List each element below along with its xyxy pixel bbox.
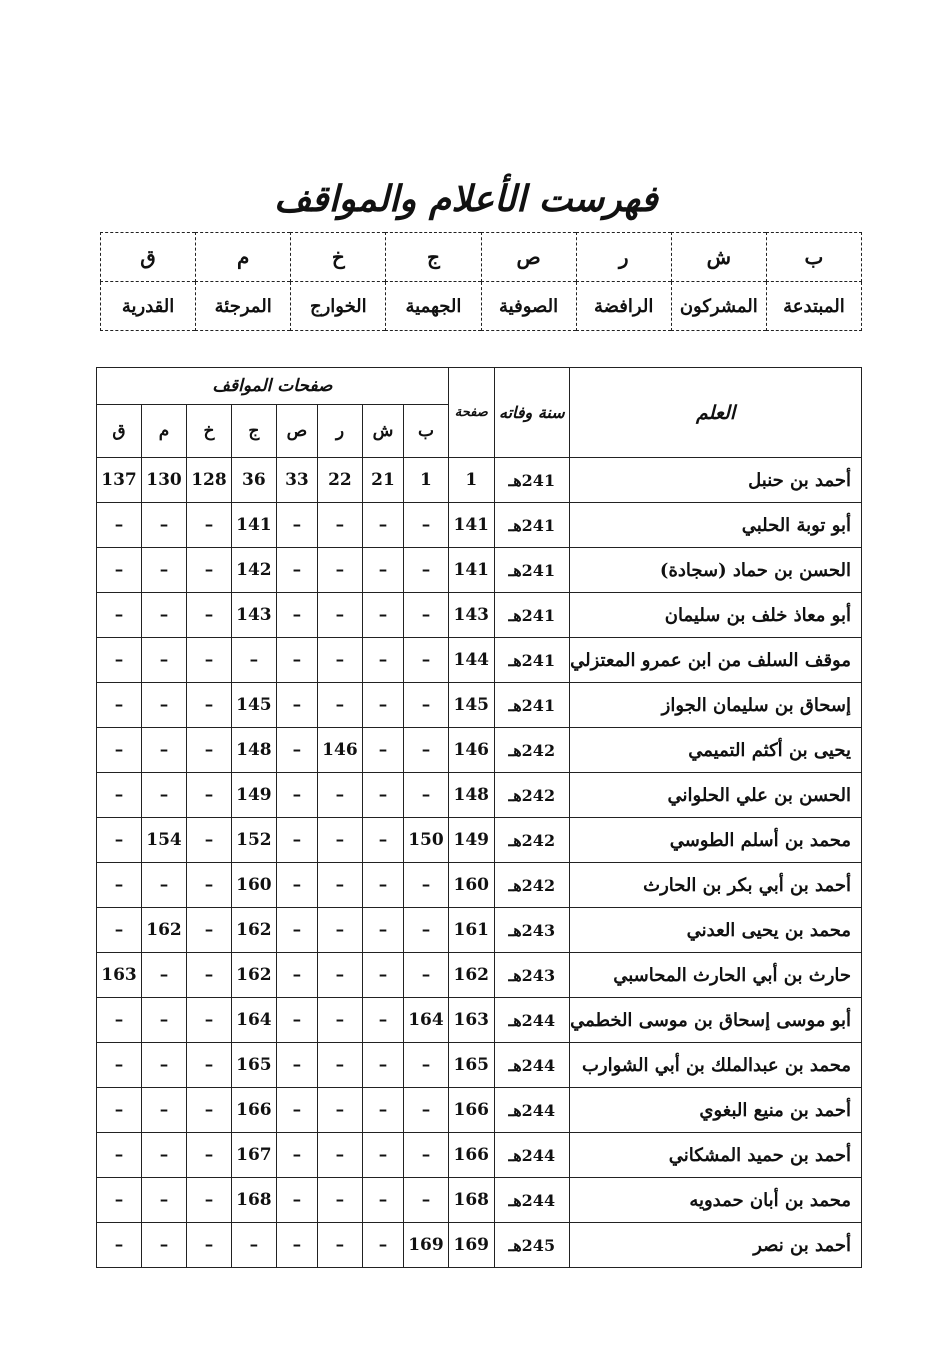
person-name: محمد بن أبان حمدويه [570, 1178, 862, 1223]
table-row [97, 1133, 862, 1178]
header-sub: ص [276, 405, 317, 458]
header-sub: خ [186, 405, 231, 458]
header-sub: ر [317, 405, 362, 458]
table-row [97, 953, 862, 998]
position-page-cell: – [317, 1178, 362, 1223]
position-page-cell: 145 [231, 683, 276, 728]
death-year: 241هـ [494, 458, 570, 503]
position-page-cell: – [186, 773, 231, 818]
position-page-cell: – [276, 593, 317, 638]
person-name: محمد بن أسلم الطوسي [570, 818, 862, 863]
table-row [97, 548, 862, 593]
position-page-cell: 146 [317, 728, 362, 773]
position-page-cell: – [362, 863, 403, 908]
position-page-cell: – [362, 1043, 403, 1088]
position-page-cell: – [276, 1178, 317, 1223]
position-page-cell: – [276, 998, 317, 1043]
table-row [97, 1043, 862, 1088]
page-number: 145 [448, 683, 494, 728]
position-page-cell: – [404, 908, 449, 953]
position-page-cell: – [142, 548, 187, 593]
position-page-cell: – [142, 593, 187, 638]
legend-key: ر [576, 233, 671, 282]
position-page-cell: 162 [142, 908, 187, 953]
position-page-cell: – [276, 1088, 317, 1133]
header-name: العلم [570, 368, 862, 458]
legend-name: الصوفية [481, 282, 576, 331]
abbreviation-legend [100, 232, 862, 331]
person-name: يحيى بن أكثم التميمي [570, 728, 862, 773]
position-page-cell: – [97, 1223, 142, 1268]
position-page-cell: – [362, 1178, 403, 1223]
person-name: الحسن بن حماد (سجادة) [570, 548, 862, 593]
position-page-cell: – [142, 1088, 187, 1133]
position-page-cell: – [317, 683, 362, 728]
position-page-cell: 166 [231, 1088, 276, 1133]
position-page-cell: – [362, 818, 403, 863]
position-page-cell: 143 [231, 593, 276, 638]
position-page-cell: – [97, 908, 142, 953]
position-page-cell: – [404, 1133, 449, 1178]
legend-name: الرافضة [576, 282, 671, 331]
legend-key: ج [386, 233, 481, 282]
position-page-cell: 22 [317, 458, 362, 503]
header-sub: ب [404, 405, 449, 458]
position-page-cell: 36 [231, 458, 276, 503]
position-page-cell: – [404, 1178, 449, 1223]
legend-key: ص [481, 233, 576, 282]
death-year: 242هـ [494, 863, 570, 908]
position-page-cell: – [142, 638, 187, 683]
page-number: 141 [448, 503, 494, 548]
page-number: 146 [448, 728, 494, 773]
header-positions-group: صفحات المواقف [97, 368, 449, 405]
position-page-cell: – [362, 1088, 403, 1133]
page-title: فهرست الأعلام والمواقف [274, 178, 658, 220]
position-page-cell: 162 [231, 908, 276, 953]
position-page-cell: – [97, 1043, 142, 1088]
position-page-cell: – [186, 683, 231, 728]
position-page-cell: – [404, 1088, 449, 1133]
position-page-cell: – [97, 503, 142, 548]
death-year: 241هـ [494, 593, 570, 638]
position-page-cell: – [276, 773, 317, 818]
table-body [97, 458, 862, 1268]
header-sub: ج [231, 405, 276, 458]
page-number: 141 [448, 548, 494, 593]
position-page-cell: – [362, 638, 403, 683]
legend-name: الخوارج [291, 282, 386, 331]
position-page-cell: 149 [231, 773, 276, 818]
page-number: 163 [448, 998, 494, 1043]
page-number: 166 [448, 1133, 494, 1178]
position-page-cell: – [362, 593, 403, 638]
position-page-cell: – [362, 953, 403, 998]
legend-name: المشركون [671, 282, 766, 331]
page-number: 149 [448, 818, 494, 863]
position-page-cell: – [276, 953, 317, 998]
death-year: 244هـ [494, 1178, 570, 1223]
death-year: 241هـ [494, 548, 570, 593]
table-row [97, 503, 862, 548]
death-year: 241هـ [494, 503, 570, 548]
legend-key: ق [101, 233, 196, 282]
position-page-cell: – [404, 728, 449, 773]
position-page-cell: – [362, 728, 403, 773]
person-name: أحمد بن حميد المشكاني [570, 1133, 862, 1178]
person-name: محمد بن عبدالملك بن أبي الشوارب [570, 1043, 862, 1088]
position-page-cell: – [317, 503, 362, 548]
position-page-cell: – [186, 638, 231, 683]
death-year: 244هـ [494, 1133, 570, 1178]
header-row-top [97, 368, 862, 405]
position-page-cell: – [186, 1088, 231, 1133]
position-page-cell: – [186, 503, 231, 548]
position-page-cell: – [231, 1223, 276, 1268]
death-year: 242هـ [494, 773, 570, 818]
position-page-cell: – [142, 1178, 187, 1223]
person-name: الحسن بن علي الحلواني [570, 773, 862, 818]
position-page-cell: – [317, 998, 362, 1043]
position-page-cell: – [97, 593, 142, 638]
table-row [97, 1223, 862, 1268]
person-name: إسحاق بن سليمان الجواز [570, 683, 862, 728]
person-name: أحمد بن منيع البغوي [570, 1088, 862, 1133]
table-row [97, 773, 862, 818]
position-page-cell: – [276, 548, 317, 593]
position-page-cell: – [276, 683, 317, 728]
position-page-cell: 21 [362, 458, 403, 503]
position-page-cell: – [142, 683, 187, 728]
position-page-cell: 162 [231, 953, 276, 998]
legend-key: خ [291, 233, 386, 282]
position-page-cell: – [317, 1223, 362, 1268]
position-page-cell: – [186, 1178, 231, 1223]
position-page-cell: – [276, 638, 317, 683]
table-row [97, 1088, 862, 1133]
position-page-cell: – [362, 1133, 403, 1178]
position-page-cell: 167 [231, 1133, 276, 1178]
position-page-cell: – [362, 998, 403, 1043]
header-year: سنة وفاته [494, 368, 570, 458]
position-page-cell: – [317, 818, 362, 863]
legend-key: ش [671, 233, 766, 282]
position-page-cell: – [404, 953, 449, 998]
position-page-cell: – [317, 773, 362, 818]
person-name: أحمد بن أبي بكر بن الحارث [570, 863, 862, 908]
position-page-cell: – [186, 593, 231, 638]
position-page-cell: 150 [404, 818, 449, 863]
page-number: 168 [448, 1178, 494, 1223]
position-page-cell: – [404, 548, 449, 593]
page-number: 169 [448, 1223, 494, 1268]
table-row [97, 593, 862, 638]
table-row [97, 998, 862, 1043]
position-page-cell: – [317, 1133, 362, 1178]
position-page-cell: – [97, 638, 142, 683]
legend-name: المبتدعة [766, 282, 861, 331]
position-page-cell: – [276, 503, 317, 548]
table-row [97, 683, 862, 728]
table-row [97, 728, 862, 773]
position-page-cell: – [186, 1223, 231, 1268]
position-page-cell: – [276, 1133, 317, 1178]
position-page-cell: – [142, 1133, 187, 1178]
position-page-cell: – [142, 503, 187, 548]
position-page-cell: – [276, 1043, 317, 1088]
legend-name: المرجئة [196, 282, 291, 331]
page-number: 143 [448, 593, 494, 638]
position-page-cell: – [97, 773, 142, 818]
table-row [97, 638, 862, 683]
position-page-cell: – [404, 863, 449, 908]
position-page-cell: – [97, 728, 142, 773]
position-page-cell: 160 [231, 863, 276, 908]
position-page-cell: – [97, 1133, 142, 1178]
person-name: موقف السلف من ابن عمرو المعتزلي [570, 638, 862, 683]
person-name: أبو موسى إسحاق بن موسى الخطمي [570, 998, 862, 1043]
position-page-cell: – [97, 548, 142, 593]
position-page-cell: 164 [231, 998, 276, 1043]
position-page-cell: 169 [404, 1223, 449, 1268]
position-page-cell: – [186, 548, 231, 593]
position-page-cell: – [186, 1043, 231, 1088]
position-page-cell: 154 [142, 818, 187, 863]
death-year: 243هـ [494, 953, 570, 998]
position-page-cell: 165 [231, 1043, 276, 1088]
position-page-cell: – [186, 953, 231, 998]
position-page-cell: – [142, 953, 187, 998]
legend-keys-row [101, 233, 862, 282]
position-page-cell: – [142, 998, 187, 1043]
death-year: 241هـ [494, 683, 570, 728]
position-page-cell: – [276, 908, 317, 953]
page-number: 144 [448, 638, 494, 683]
death-year: 242هـ [494, 728, 570, 773]
page-number: 1 [448, 458, 494, 503]
legend-key: م [196, 233, 291, 282]
death-year: 244هـ [494, 1088, 570, 1133]
header-sub: م [142, 405, 187, 458]
position-page-cell: 148 [231, 728, 276, 773]
position-page-cell: – [362, 773, 403, 818]
position-page-cell: – [362, 683, 403, 728]
position-page-cell: – [142, 863, 187, 908]
death-year: 243هـ [494, 908, 570, 953]
position-page-cell: – [404, 503, 449, 548]
position-page-cell: – [362, 503, 403, 548]
position-page-cell: – [317, 863, 362, 908]
page-number: 148 [448, 773, 494, 818]
position-page-cell: – [231, 638, 276, 683]
position-page-cell: – [186, 998, 231, 1043]
death-year: 245هـ [494, 1223, 570, 1268]
person-name: أبو توبة الحلبي [570, 503, 862, 548]
position-page-cell: – [142, 1043, 187, 1088]
header-page: صفحة [448, 368, 494, 458]
position-page-cell: – [97, 683, 142, 728]
position-page-cell: 141 [231, 503, 276, 548]
position-page-cell: – [142, 728, 187, 773]
position-page-cell: 142 [231, 548, 276, 593]
person-name: أبو معاذ خلف بن سليمان [570, 593, 862, 638]
position-page-cell: – [362, 908, 403, 953]
position-page-cell: 128 [186, 458, 231, 503]
position-page-cell: – [276, 728, 317, 773]
index-table [96, 367, 862, 1268]
legend-key: ب [766, 233, 861, 282]
table-row [97, 1178, 862, 1223]
page-number: 162 [448, 953, 494, 998]
position-page-cell: – [142, 1223, 187, 1268]
position-page-cell: – [186, 728, 231, 773]
position-page-cell: – [97, 863, 142, 908]
position-page-cell: – [276, 1223, 317, 1268]
position-page-cell: – [97, 998, 142, 1043]
position-page-cell: – [362, 1223, 403, 1268]
position-page-cell: 130 [142, 458, 187, 503]
position-page-cell: – [362, 548, 403, 593]
table-row [97, 458, 862, 503]
position-page-cell: – [317, 548, 362, 593]
position-page-cell: – [97, 1088, 142, 1133]
page-number: 161 [448, 908, 494, 953]
position-page-cell: 33 [276, 458, 317, 503]
position-page-cell: – [317, 638, 362, 683]
page-number: 160 [448, 863, 494, 908]
page-number: 165 [448, 1043, 494, 1088]
table-row [97, 908, 862, 953]
position-page-cell: 164 [404, 998, 449, 1043]
header-sub: ق [97, 405, 142, 458]
position-page-cell: – [404, 638, 449, 683]
position-page-cell: – [317, 1043, 362, 1088]
position-page-cell: – [317, 953, 362, 998]
position-page-cell: – [186, 908, 231, 953]
person-name: حارث بن أبي الحارث المحاسبي [570, 953, 862, 998]
legend-name: الجهمية [386, 282, 481, 331]
table-row [97, 863, 862, 908]
page-number: 166 [448, 1088, 494, 1133]
position-page-cell: – [186, 1133, 231, 1178]
position-page-cell: – [404, 593, 449, 638]
death-year: 244هـ [494, 1043, 570, 1088]
death-year: 242هـ [494, 818, 570, 863]
header-sub: ش [362, 405, 403, 458]
person-name: محمد بن يحيى العدني [570, 908, 862, 953]
position-page-cell: – [276, 863, 317, 908]
position-page-cell: – [142, 773, 187, 818]
person-name: أحمد بن نصر [570, 1223, 862, 1268]
position-page-cell: – [404, 773, 449, 818]
position-page-cell: 152 [231, 818, 276, 863]
position-page-cell: – [404, 683, 449, 728]
position-page-cell: – [317, 593, 362, 638]
position-page-cell: 168 [231, 1178, 276, 1223]
legend-name: القدرية [101, 282, 196, 331]
person-name: أحمد بن حنبل [570, 458, 862, 503]
position-page-cell: 1 [404, 458, 449, 503]
position-page-cell: – [317, 1088, 362, 1133]
death-year: 241هـ [494, 638, 570, 683]
position-page-cell: – [276, 818, 317, 863]
position-page-cell: – [97, 1178, 142, 1223]
position-page-cell: 163 [97, 953, 142, 998]
death-year: 244هـ [494, 998, 570, 1043]
table-row [97, 818, 862, 863]
legend-names-row [101, 282, 862, 331]
position-page-cell: – [404, 1043, 449, 1088]
position-page-cell: – [97, 818, 142, 863]
position-page-cell: – [317, 908, 362, 953]
position-page-cell: 137 [97, 458, 142, 503]
position-page-cell: – [186, 863, 231, 908]
position-page-cell: – [186, 818, 231, 863]
